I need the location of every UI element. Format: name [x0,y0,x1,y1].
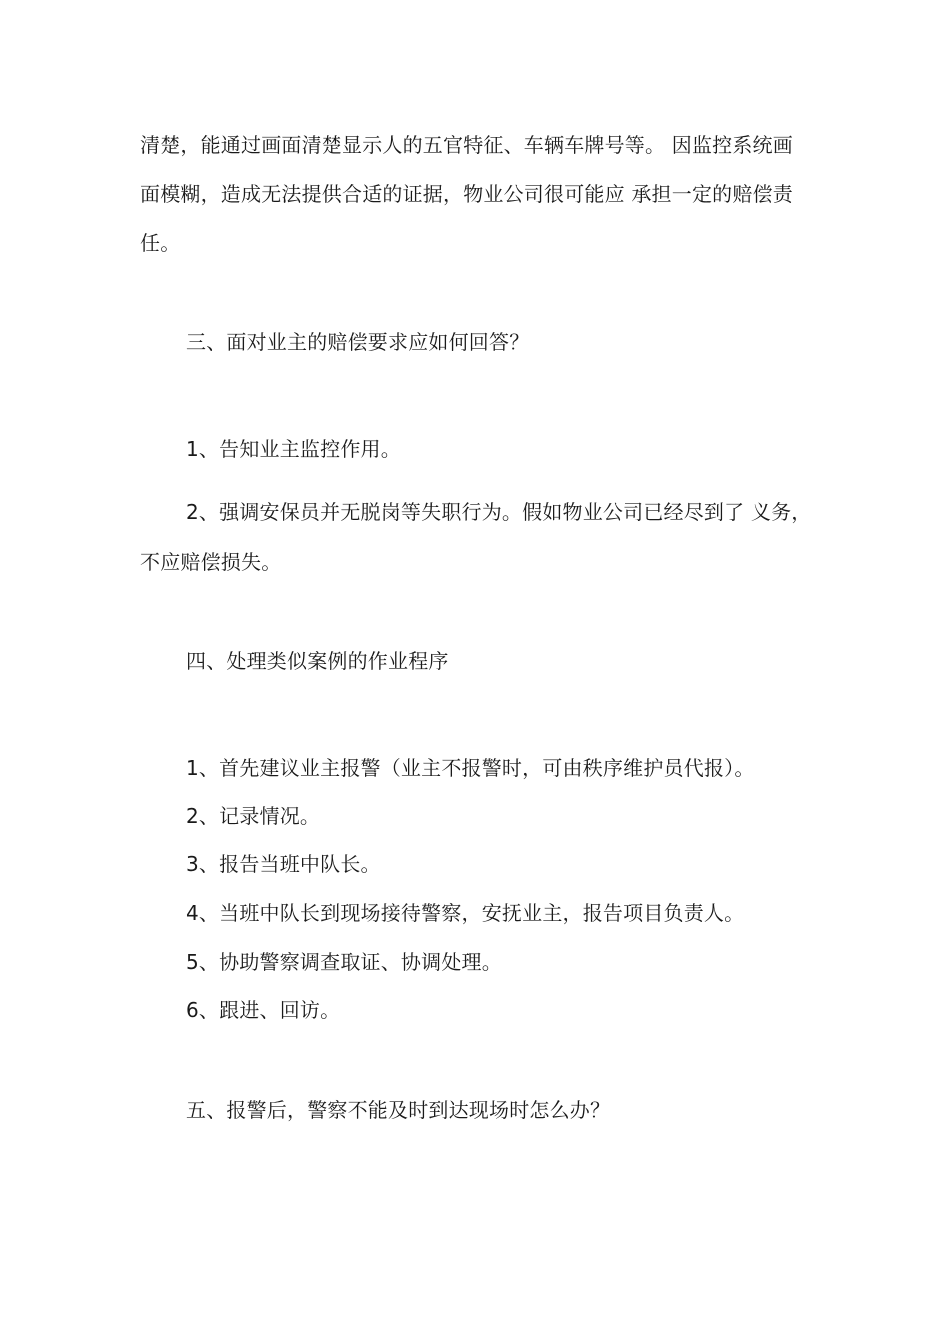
section-4-item: 4、当班中队长到现场接待警察，安抚业主，报告项目负责人。 [186,901,745,925]
section-4-item: 3、报告当班中队长。 [186,852,381,876]
intro-paragraph-line-2: 面模糊，造成无法提供合适的证据，物业公司很可能应 承担一定的赔偿责 [140,182,793,206]
section-4-heading: 四、处理类似案例的作业程序 [186,649,449,673]
intro-paragraph-line-1: 清楚，能通过画面清楚显示人的五官特征、车辆车牌号等。 因监控系统画 [140,133,793,157]
section-3-item-2-line-1: 2、强调安保员并无脱岗等失职行为。假如物业公司已经尽到了 义务， [186,500,812,524]
section-5-heading: 五、报警后，警察不能及时到达现场时怎么办？ [186,1098,611,1122]
section-4-item: 1、首先建议业主报警（业主不报警时，可由秩序维护员代报）。 [186,756,755,780]
section-4-item: 2、记录情况。 [186,804,321,828]
section-4-item: 6、跟进、回访。 [186,998,341,1022]
section-3-item-1: 1、告知业主监控作用。 [186,437,401,461]
section-3-item-2-line-2: 不应赔偿损失。 [140,550,282,574]
intro-paragraph-line-3: 任。 [140,231,181,255]
section-4-item: 5、协助警察调查取证、协调处理。 [186,950,502,974]
section-3-heading: 三、面对业主的赔偿要求应如何回答？ [186,330,530,354]
